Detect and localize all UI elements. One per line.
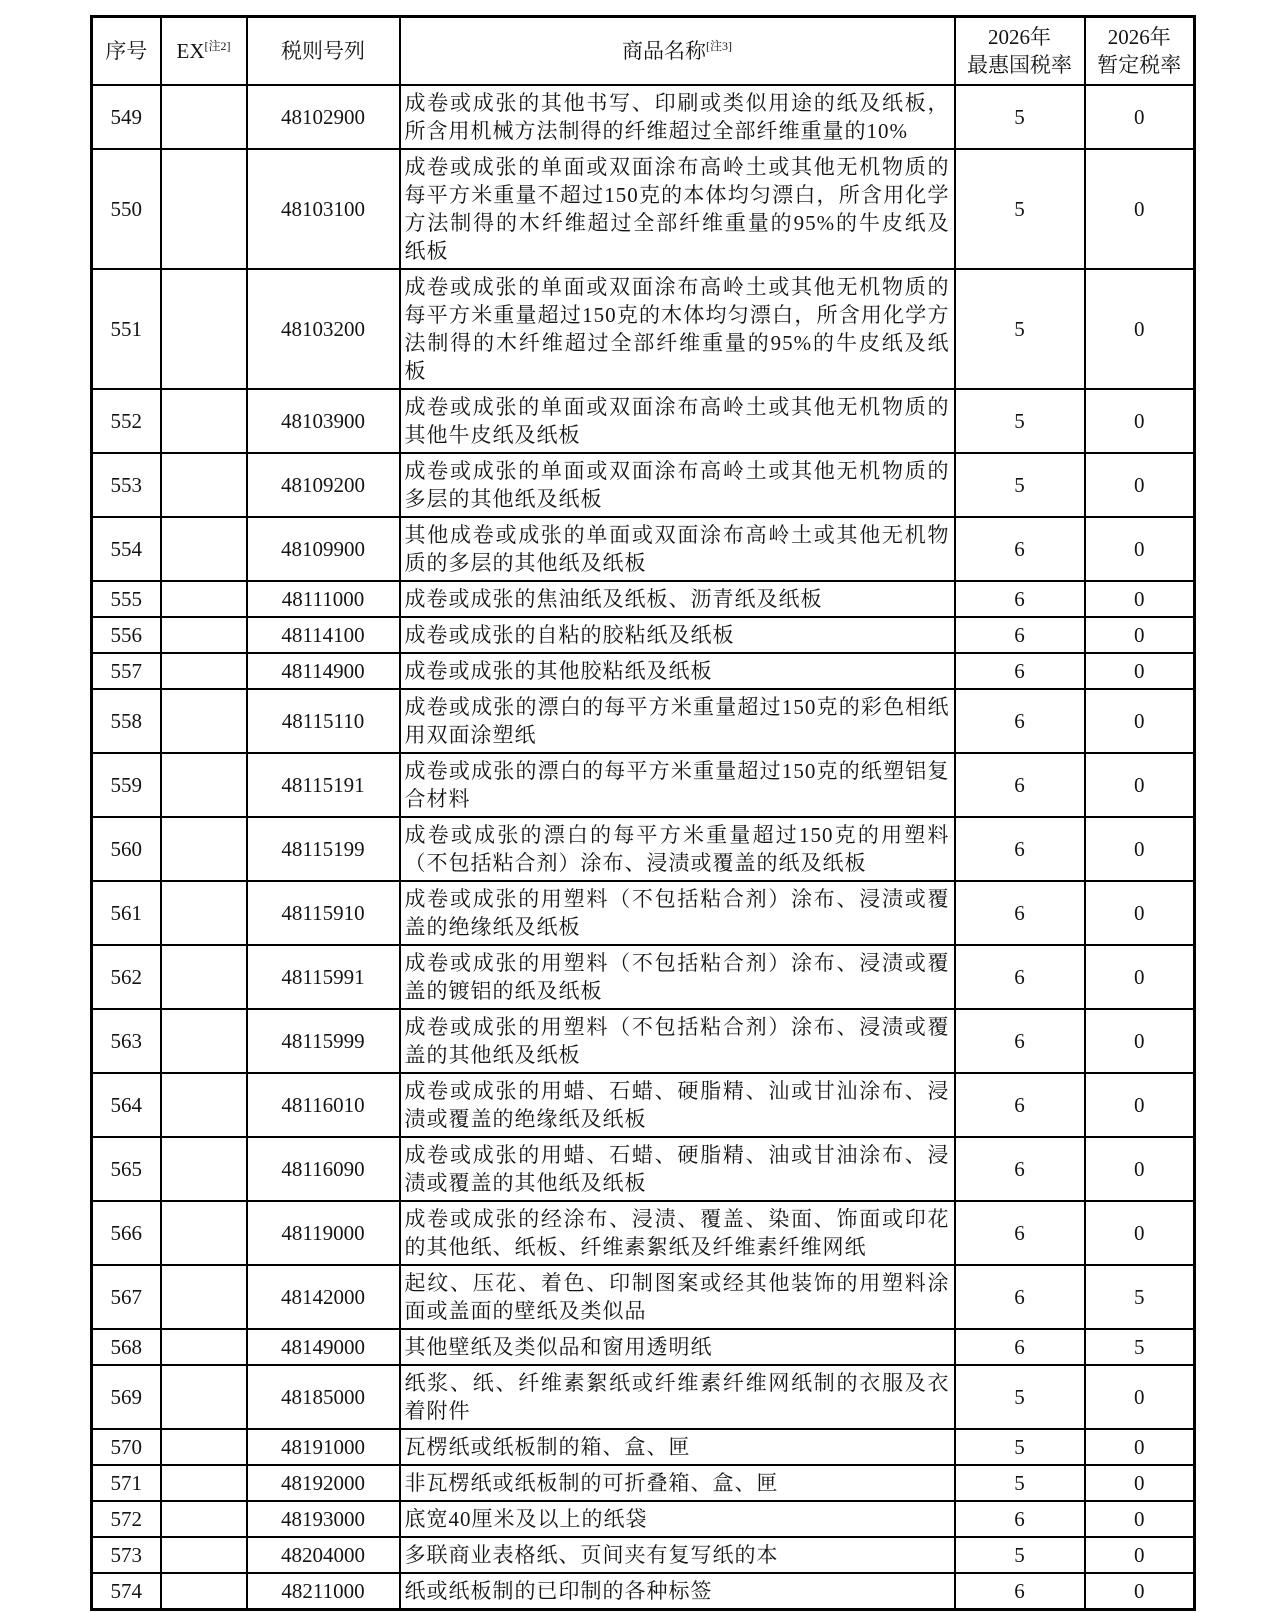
table-row	[92, 1365, 1195, 1429]
cell-code: 48103900	[247, 389, 400, 453]
cell-prov: 0	[1085, 689, 1195, 753]
header-mfn-line1: 2026年	[988, 24, 1051, 49]
cell-mfn: 6	[955, 1137, 1085, 1201]
table-row	[92, 617, 1195, 653]
cell-seq: 558	[92, 689, 161, 753]
cell-name: 成卷或成张的用蜡、石蜡、硬脂精、油或甘油涂布、浸渍或覆盖的其他纸及纸板	[400, 1137, 955, 1201]
cell-seq: 556	[92, 617, 161, 653]
cell-mfn: 6	[955, 1329, 1085, 1365]
cell-prov: 0	[1085, 149, 1195, 269]
cell-mfn: 6	[955, 753, 1085, 817]
cell-name: 成卷或成张的经涂布、浸渍、覆盖、染面、饰面或印花的其他纸、纸板、纤维素絮纸及纤维素纤维网纸	[400, 1201, 955, 1265]
cell-mfn: 5	[955, 1365, 1085, 1429]
cell-seq: 550	[92, 149, 161, 269]
cell-seq: 568	[92, 1329, 161, 1365]
cell-name: 成卷或成张的用塑料（不包括粘合剂）涂布、浸渍或覆盖的镀铝的纸及纸板	[400, 945, 955, 1009]
cell-name: 成卷或成张的焦油纸及纸板、沥青纸及纸板	[400, 581, 955, 617]
cell-name: 成卷或成张的用塑料（不包括粘合剂）涂布、浸渍或覆盖的绝缘纸及纸板	[400, 881, 955, 945]
cell-prov: 0	[1085, 1073, 1195, 1137]
cell-prov: 0	[1085, 753, 1195, 817]
cell-ex	[161, 1537, 247, 1573]
cell-name: 成卷或成张的单面或双面涂布高岭土或其他无机物质的每平方米重量不超过150克的本体均匀漂白，所含用化学方法制得的木纤维超过全部纤维重量的95%的牛皮纸及纸板	[400, 149, 955, 269]
cell-ex	[161, 1429, 247, 1465]
cell-code: 48111000	[247, 581, 400, 617]
cell-seq: 551	[92, 269, 161, 389]
cell-code: 48142000	[247, 1265, 400, 1329]
cell-code: 48211000	[247, 1573, 400, 1610]
cell-ex	[161, 1501, 247, 1537]
cell-ex	[161, 1137, 247, 1201]
cell-ex	[161, 269, 247, 389]
cell-name: 成卷或成张的漂白的每平方米重量超过150克的纸塑铝复合材料	[400, 753, 955, 817]
cell-code: 48185000	[247, 1365, 400, 1429]
cell-mfn: 6	[955, 689, 1085, 753]
cell-prov: 0	[1085, 945, 1195, 1009]
header-code-label: 税则号列	[281, 38, 365, 63]
cell-prov: 0	[1085, 389, 1195, 453]
cell-prov: 0	[1085, 517, 1195, 581]
cell-name: 多联商业表格纸、页间夹有复写纸的本	[400, 1537, 955, 1573]
cell-prov: 0	[1085, 1465, 1195, 1501]
cell-ex	[161, 1573, 247, 1610]
cell-name: 纸浆、纸、纤维素絮纸或纤维素纤维网纸制的衣服及衣着附件	[400, 1365, 955, 1429]
cell-name: 成卷或成张的单面或双面涂布高岭土或其他无机物质的多层的其他纸及纸板	[400, 453, 955, 517]
cell-prov: 0	[1085, 1009, 1195, 1073]
cell-code: 48115191	[247, 753, 400, 817]
cell-name: 非瓦楞纸或纸板制的可折叠箱、盒、匣	[400, 1465, 955, 1501]
cell-name: 成卷或成张的漂白的每平方米重量超过150克的彩色相纸用双面涂塑纸	[400, 689, 955, 753]
cell-mfn: 5	[955, 453, 1085, 517]
table-row	[92, 753, 1195, 817]
cell-name: 成卷或成张的单面或双面涂布高岭土或其他无机物质的每平方米重量超过150克的木体均匀漂白，所含用化学方法制得的木纤维超过全部纤维重量的95%的牛皮纸及纸板	[400, 269, 955, 389]
cell-prov: 0	[1085, 1137, 1195, 1201]
cell-seq: 571	[92, 1465, 161, 1501]
cell-seq: 567	[92, 1265, 161, 1329]
cell-mfn: 6	[955, 1073, 1085, 1137]
cell-prov: 0	[1085, 85, 1195, 149]
cell-seq: 555	[92, 581, 161, 617]
cell-name: 成卷或成张的用蜡、石蜡、硬脂精、汕或甘汕涂布、浸渍或覆盖的绝缘纸及纸板	[400, 1073, 955, 1137]
cell-mfn: 5	[955, 389, 1085, 453]
table-row	[92, 389, 1195, 453]
cell-ex	[161, 653, 247, 689]
cell-seq: 563	[92, 1009, 161, 1073]
table-row	[92, 517, 1195, 581]
cell-mfn: 6	[955, 1501, 1085, 1537]
cell-name: 成卷或成张的其他胶粘纸及纸板	[400, 653, 955, 689]
cell-ex	[161, 1265, 247, 1329]
cell-seq: 574	[92, 1573, 161, 1610]
cell-ex	[161, 1465, 247, 1501]
cell-seq: 559	[92, 753, 161, 817]
cell-seq: 564	[92, 1073, 161, 1137]
tariff-rate-table	[90, 15, 1196, 1611]
cell-code: 48114900	[247, 653, 400, 689]
header-mfn-rate	[955, 17, 1085, 85]
cell-code: 48109200	[247, 453, 400, 517]
cell-name: 底宽40厘米及以上的纸袋	[400, 1501, 955, 1537]
table-row	[92, 881, 1195, 945]
cell-mfn: 5	[955, 85, 1085, 149]
cell-code: 48116010	[247, 1073, 400, 1137]
cell-mfn: 6	[955, 1009, 1085, 1073]
table-row	[92, 689, 1195, 753]
header-ex	[161, 17, 247, 85]
table-row	[92, 85, 1195, 149]
cell-seq: 552	[92, 389, 161, 453]
cell-seq: 569	[92, 1365, 161, 1429]
cell-code: 48192000	[247, 1465, 400, 1501]
table-row	[92, 1537, 1195, 1573]
cell-ex	[161, 945, 247, 1009]
cell-mfn: 6	[955, 581, 1085, 617]
cell-name: 其他壁纸及类似品和窗用透明纸	[400, 1329, 955, 1365]
cell-mfn: 5	[955, 1537, 1085, 1573]
header-name-label: 商品名称	[622, 38, 706, 63]
cell-ex	[161, 1201, 247, 1265]
cell-seq: 570	[92, 1429, 161, 1465]
table-row	[92, 1073, 1195, 1137]
cell-prov: 0	[1085, 1365, 1195, 1429]
cell-ex	[161, 149, 247, 269]
cell-code: 48115110	[247, 689, 400, 753]
cell-mfn: 6	[955, 1573, 1085, 1610]
cell-ex	[161, 453, 247, 517]
header-provisional-rate	[1085, 17, 1195, 85]
cell-name: 成卷或成张的用塑料（不包括粘合剂）涂布、浸渍或覆盖的其他纸及纸板	[400, 1009, 955, 1073]
cell-mfn: 6	[955, 945, 1085, 1009]
cell-ex	[161, 1073, 247, 1137]
header-name	[400, 17, 955, 85]
table-row	[92, 453, 1195, 517]
cell-ex	[161, 517, 247, 581]
table-row	[92, 1573, 1195, 1610]
cell-prov: 0	[1085, 453, 1195, 517]
cell-name: 纸或纸板制的已印制的各种标签	[400, 1573, 955, 1610]
cell-ex	[161, 689, 247, 753]
cell-code: 48115199	[247, 817, 400, 881]
table-row	[92, 269, 1195, 389]
header-seq-label: 序号	[105, 38, 148, 63]
table-row	[92, 945, 1195, 1009]
cell-name: 起纹、压花、着色、印制图案或经其他装饰的用塑料涂面或盖面的壁纸及类似品	[400, 1265, 955, 1329]
table-row	[92, 1465, 1195, 1501]
cell-ex	[161, 817, 247, 881]
cell-code: 48102900	[247, 85, 400, 149]
cell-prov: 0	[1085, 1537, 1195, 1573]
cell-seq: 561	[92, 881, 161, 945]
table-row	[92, 581, 1195, 617]
cell-prov: 5	[1085, 1329, 1195, 1365]
cell-code: 48193000	[247, 1501, 400, 1537]
cell-prov: 0	[1085, 1501, 1195, 1537]
cell-seq: 572	[92, 1501, 161, 1537]
cell-seq: 549	[92, 85, 161, 149]
cell-mfn: 6	[955, 617, 1085, 653]
table-row	[92, 1265, 1195, 1329]
cell-seq: 566	[92, 1201, 161, 1265]
cell-name: 成卷或成张的自粘的胶粘纸及纸板	[400, 617, 955, 653]
header-code	[247, 17, 400, 85]
cell-mfn: 6	[955, 881, 1085, 945]
cell-mfn: 6	[955, 817, 1085, 881]
cell-ex	[161, 581, 247, 617]
cell-prov: 0	[1085, 581, 1195, 617]
cell-seq: 560	[92, 817, 161, 881]
cell-prov: 0	[1085, 1573, 1195, 1610]
cell-code: 48204000	[247, 1537, 400, 1573]
cell-seq: 553	[92, 453, 161, 517]
cell-code: 48116090	[247, 1137, 400, 1201]
cell-mfn: 5	[955, 269, 1085, 389]
cell-ex	[161, 1329, 247, 1365]
table-row	[92, 1501, 1195, 1537]
table-row	[92, 1329, 1195, 1365]
table-row	[92, 1201, 1195, 1265]
cell-name: 成卷或成张的其他书写、印刷或类似用途的纸及纸板，所含用机械方法制得的纤维超过全部纤维重量的10%	[400, 85, 955, 149]
cell-code: 48115991	[247, 945, 400, 1009]
cell-code: 48149000	[247, 1329, 400, 1365]
cell-mfn: 6	[955, 1265, 1085, 1329]
cell-code: 48103200	[247, 269, 400, 389]
cell-ex	[161, 1365, 247, 1429]
header-mfn-line2: 最惠国税率	[967, 52, 1072, 77]
cell-seq: 565	[92, 1137, 161, 1201]
cell-mfn: 6	[955, 653, 1085, 689]
cell-seq: 554	[92, 517, 161, 581]
cell-prov: 0	[1085, 269, 1195, 389]
cell-seq: 573	[92, 1537, 161, 1573]
cell-ex	[161, 617, 247, 653]
cell-ex	[161, 389, 247, 453]
cell-seq: 562	[92, 945, 161, 1009]
cell-prov: 0	[1085, 1201, 1195, 1265]
cell-prov: 0	[1085, 817, 1195, 881]
header-prov-line2: 暂定税率	[1097, 52, 1182, 77]
cell-code: 48103100	[247, 149, 400, 269]
cell-prov: 0	[1085, 881, 1195, 945]
cell-mfn: 6	[955, 517, 1085, 581]
cell-prov: 0	[1085, 1429, 1195, 1465]
cell-name: 瓦楞纸或纸板制的箱、盒、匣	[400, 1429, 955, 1465]
table-row	[92, 1429, 1195, 1465]
table-row	[92, 1137, 1195, 1201]
cell-mfn: 5	[955, 149, 1085, 269]
cell-mfn: 5	[955, 1465, 1085, 1501]
cell-ex	[161, 753, 247, 817]
cell-prov: 5	[1085, 1265, 1195, 1329]
cell-name: 成卷或成张的漂白的每平方米重量超过150克的用塑料（不包括粘合剂）涂布、浸渍或覆盖的纸及纸板	[400, 817, 955, 881]
cell-code: 48191000	[247, 1429, 400, 1465]
header-ex-note: [注2]	[204, 38, 231, 53]
cell-prov: 0	[1085, 653, 1195, 689]
cell-ex	[161, 881, 247, 945]
cell-mfn: 6	[955, 1201, 1085, 1265]
header-seq	[92, 17, 161, 85]
table-row	[92, 1009, 1195, 1073]
header-prov-line1: 2026年	[1107, 24, 1171, 49]
cell-code: 48119000	[247, 1201, 400, 1265]
table-row	[92, 149, 1195, 269]
header-ex-label: EX	[176, 38, 205, 63]
cell-ex	[161, 85, 247, 149]
cell-mfn: 5	[955, 1429, 1085, 1465]
header-row	[92, 17, 1195, 85]
cell-code: 48114100	[247, 617, 400, 653]
table-header	[92, 17, 1195, 85]
table-body	[92, 85, 1195, 1610]
header-name-note: [注3]	[706, 38, 732, 53]
cell-ex	[161, 1009, 247, 1073]
cell-name: 其他成卷或成张的单面或双面涂布高岭土或其他无机物质的多层的其他纸及纸板	[400, 517, 955, 581]
cell-prov: 0	[1085, 617, 1195, 653]
table-row	[92, 653, 1195, 689]
table-row	[92, 817, 1195, 881]
cell-code: 48115999	[247, 1009, 400, 1073]
cell-code: 48109900	[247, 517, 400, 581]
cell-name: 成卷或成张的单面或双面涂布高岭土或其他无机物质的其他牛皮纸及纸板	[400, 389, 955, 453]
cell-code: 48115910	[247, 881, 400, 945]
cell-seq: 557	[92, 653, 161, 689]
